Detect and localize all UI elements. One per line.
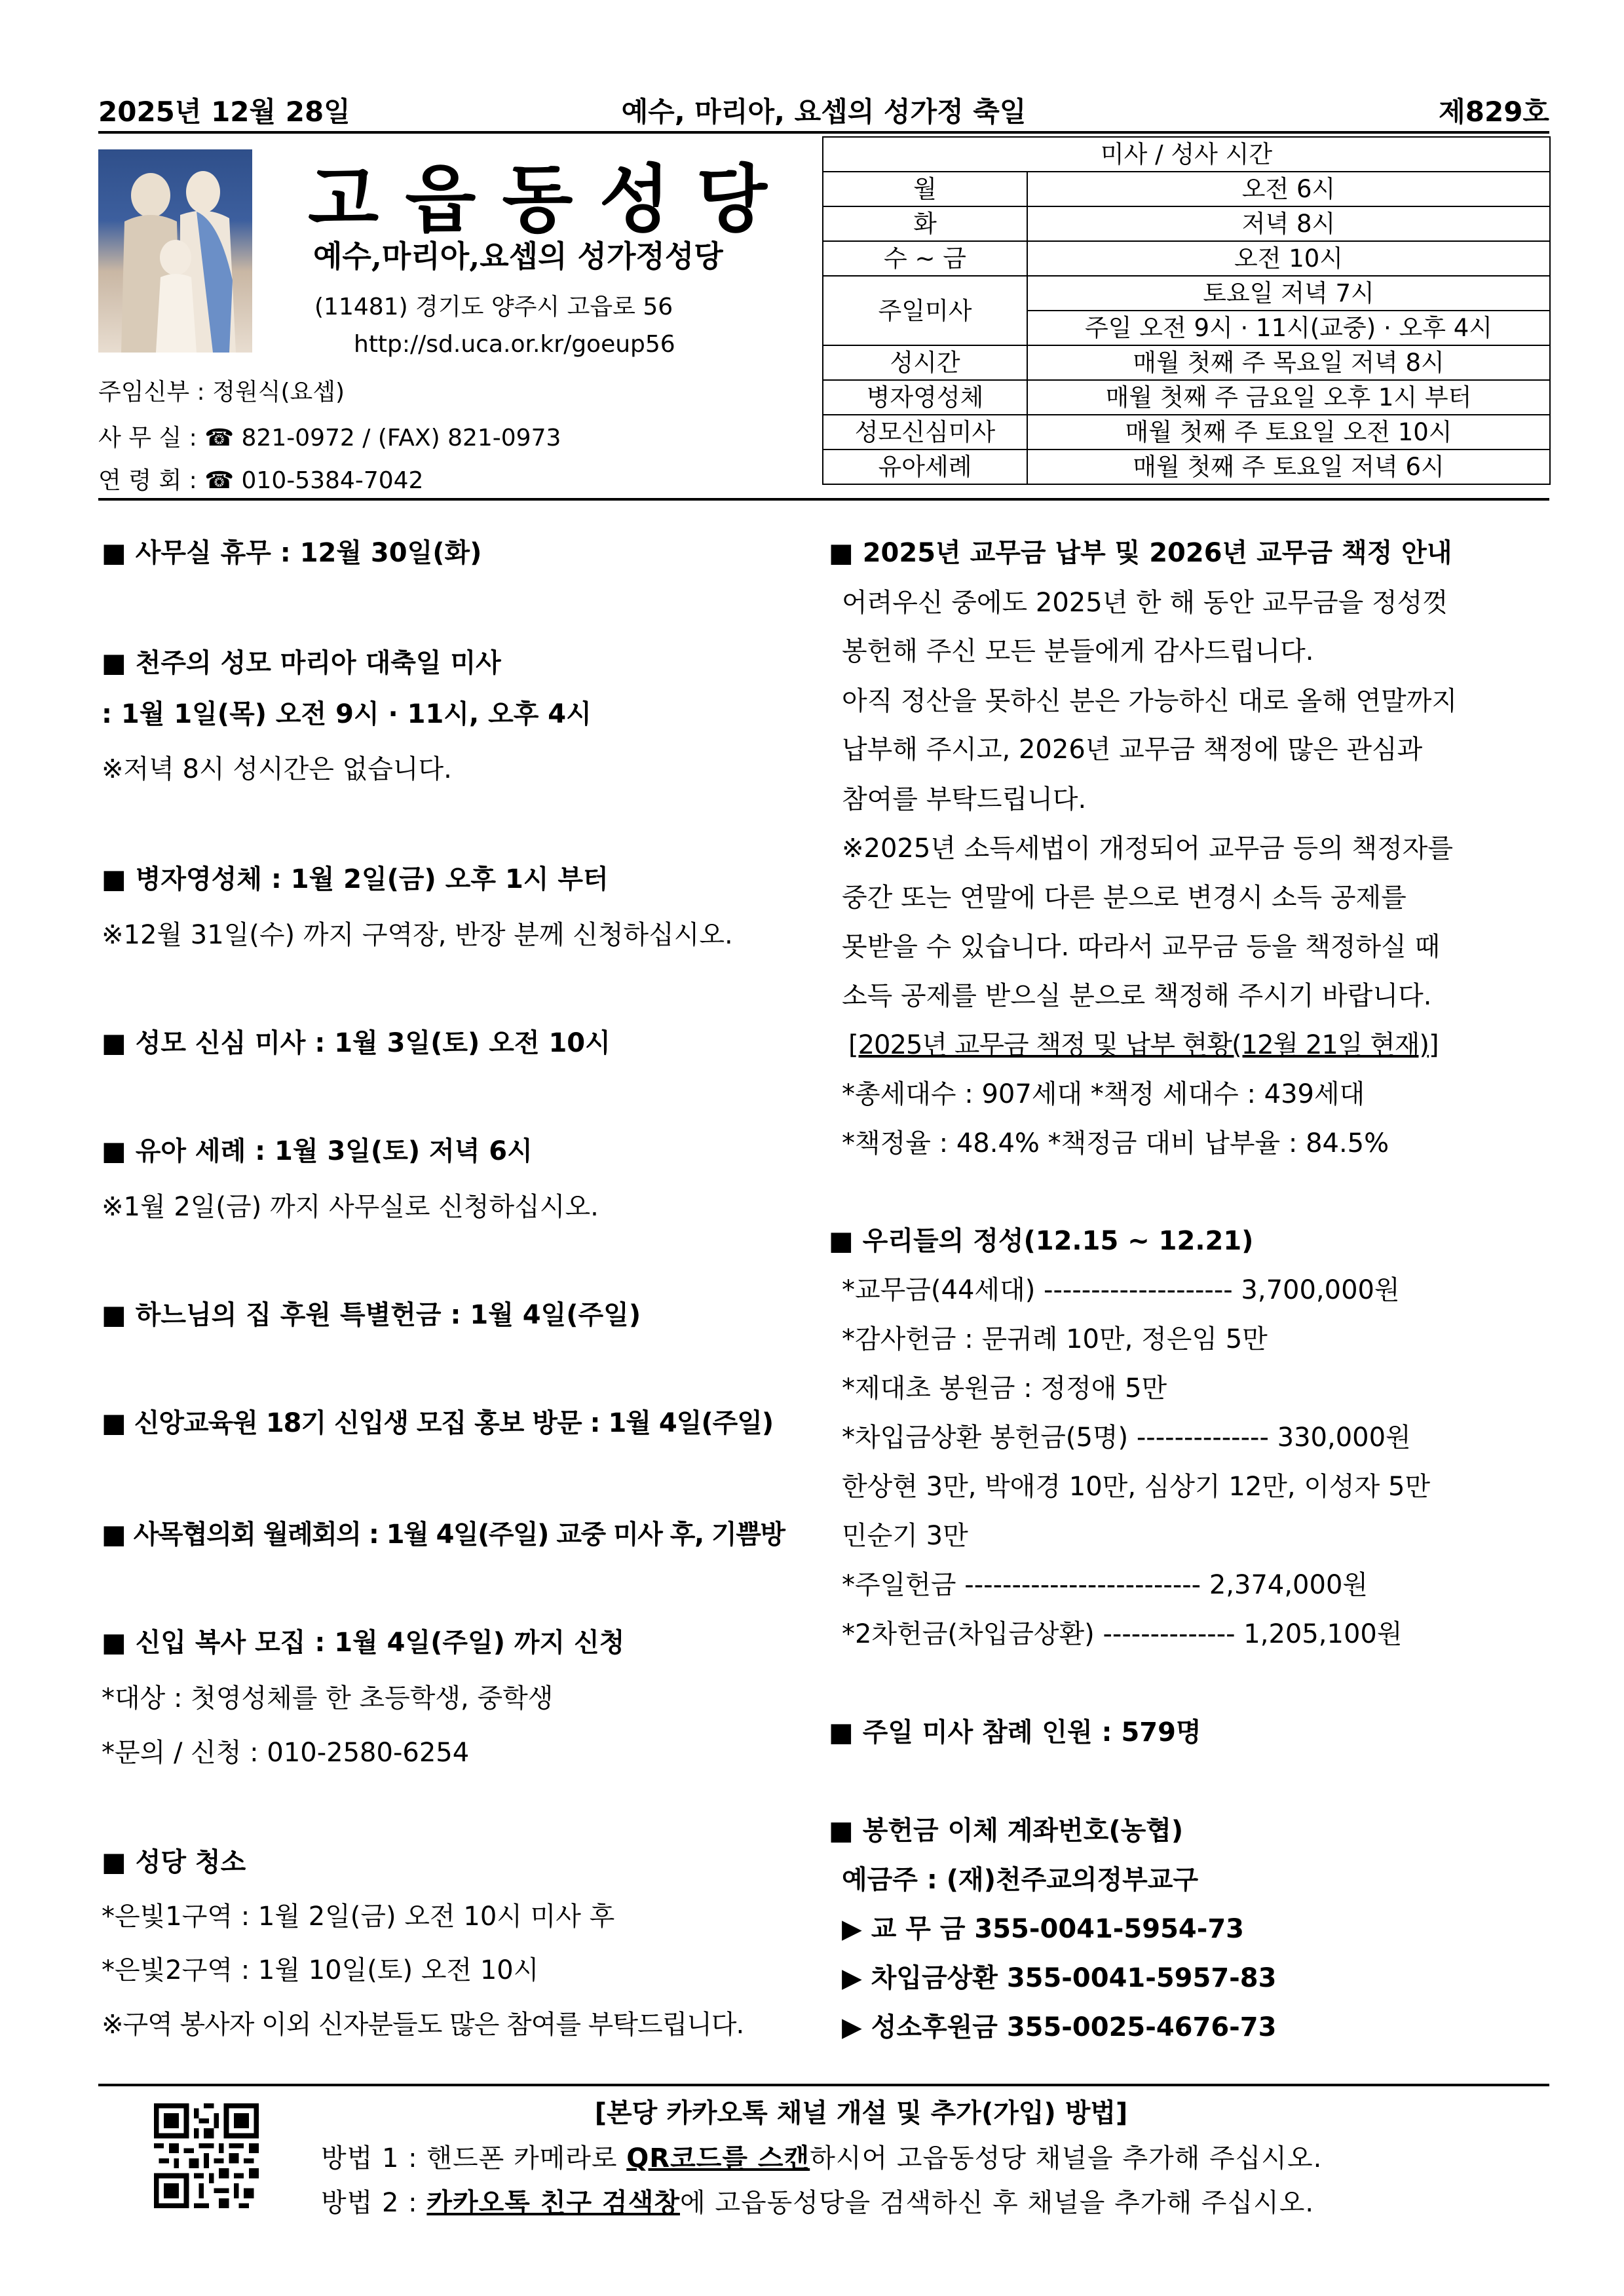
account-vocation: ▶ 성소후원금 355-0025-4676-73: [842, 2012, 1277, 2042]
offering-item: *2차헌금(차입금상환) -------------- 1,205,100원: [842, 1619, 1403, 1649]
tithe-tax-note: 소득 공제를 받으실 분으로 책정해 주시기 바랍니다.: [842, 981, 1432, 1011]
tithe-status-heading: [2025년 교무금 책정 및 납부 현황(12월 21일 현재)]: [848, 1030, 1439, 1060]
notice-education-visit: ■ 신앙교육원 18기 신입생 모집 홍보 방문 : 1월 4일(주일): [102, 1408, 774, 1438]
tithe-text: 아직 정산을 못하신 분은 가능하신 대로 올해 연말까지: [842, 686, 1458, 716]
mass-schedule-table: [822, 136, 1551, 485]
schedule-time: 매월 첫째 주 목요일 저녁 8시: [1027, 345, 1550, 380]
method1-text: 방법 1 : 핸드폰 카메라로: [321, 2143, 627, 2173]
offering-item: *제대초 봉원금 : 정정애 5만: [842, 1373, 1167, 1404]
notice-cleaning: ■ 성당 청소: [102, 1847, 246, 1877]
schedule-time: 매월 첫째 주 토요일 오전 10시: [1027, 415, 1550, 450]
notice-sick-communion-note: ※12월 31일(수) 까지 구역장, 반장 분께 신청하십시오.: [102, 920, 733, 950]
offering-item: *교무금(44세대) -------------------- 3,700,000원: [842, 1275, 1400, 1305]
method2-text: 방법 2 :: [321, 2188, 427, 2218]
tithe-text: 어려우신 중에도 2025년 한 해 동안 교무금을 정성껏: [842, 588, 1448, 618]
pastor-line: 주임신부 : 정원식(요셉): [98, 379, 345, 406]
notice-office-closed: ■ 사무실 휴무 : 12월 30일(화): [102, 538, 482, 568]
schedule-time: 오전 6시: [1027, 172, 1550, 206]
notice-solemnity-times: : 1월 1일(목) 오전 9시 · 11시, 오후 4시: [102, 699, 592, 729]
kakao-method-2: [321, 2182, 1314, 2219]
schedule-day: 병자영성체: [823, 380, 1027, 415]
tithe-households: *총세대수 : 907세대 *책정 세대수 : 439세대: [842, 1079, 1365, 1109]
offering-donors: 한상현 3만, 박애경 10만, 심상기 12만, 이성자 5만: [842, 1472, 1431, 1502]
table-row: [823, 450, 1550, 484]
offering-item: *감사헌금 : 문귀례 10만, 정은임 5만: [842, 1324, 1268, 1354]
schedule-time: 매월 첫째 주 토요일 저녁 6시: [1027, 450, 1550, 484]
account-loan: ▶ 차입금상환 355-0041-5957-83: [842, 1963, 1277, 1993]
notice-special-offering: ■ 하느님의 집 후원 특별헌금 : 1월 4일(주일): [102, 1300, 641, 1330]
notice-marian-mass: ■ 성모 신심 미사 : 1월 3일(토) 오전 10시: [102, 1028, 611, 1058]
schedule-time: 매월 첫째 주 금요일 오후 1시 부터: [1027, 380, 1550, 415]
notice-cleaning-zone1: *은빛1구역 : 1월 2일(금) 오전 10시 미사 후: [102, 1902, 615, 1932]
tithe-tax-note: 못받을 수 있습니다. 따라서 교무금 등을 책정하실 때: [842, 932, 1441, 962]
bank-account-title: ■ 봉헌금 이체 계좌번호(농협): [829, 1816, 1184, 1846]
account-holder: 예금주 : (재)천주교의정부교구: [842, 1865, 1199, 1895]
offerings-title: ■ 우리들의 정성(12.15 ~ 12.21): [829, 1226, 1254, 1256]
tithe-tax-note: 중간 또는 연말에 다른 분으로 변경시 소득 공제를: [842, 883, 1407, 913]
parish-url[interactable]: http://sd.uca.or.kr/goeup56: [354, 331, 675, 358]
table-row: [823, 241, 1550, 276]
schedule-time: 주일 오전 9시 · 11시(교중) · 오후 4시: [1027, 311, 1550, 345]
tithe-tax-note: ※2025년 소득세법이 개정되어 교무금 등의 책정자를: [842, 833, 1454, 864]
notice-sick-communion: ■ 병자영성체 : 1월 2일(금) 오후 1시 부터: [102, 864, 609, 894]
notice-cleaning-zone2: *은빛2구역 : 1월 10일(토) 오전 10시: [102, 1955, 539, 1985]
notice-council-meeting: ■ 사목협의회 월례회의 : 1월 4일(주일) 교중 미사 후, 기쁨방: [102, 1520, 785, 1550]
schedule-time: 저녁 8시: [1027, 206, 1550, 241]
schedule-day: 유아세례: [823, 450, 1027, 484]
parish-name: 고읍동성당: [308, 157, 793, 242]
tithe-text: 봉헌해 주신 모든 분들에게 감사드립니다.: [842, 636, 1314, 666]
schedule-day: 주일미사: [823, 276, 1027, 345]
kakao-channel-title: [본당 카카오톡 채널 개설 및 추가(가입) 방법]: [594, 2098, 1128, 2128]
schedule-day: 월: [823, 172, 1027, 206]
office-line: 사 무 실 : ☎ 821-0972 / (FAX) 821-0973: [98, 425, 561, 451]
parish-address: (11481) 경기도 양주시 고읍로 56: [314, 294, 673, 320]
notice-altar-server-target: *대상 : 첫영성체를 한 초등학생, 중학생: [102, 1683, 554, 1713]
schedule-time: 오전 10시: [1027, 241, 1550, 276]
notice-altar-server-contact: *문의 / 신청 : 010-2580-6254: [102, 1738, 470, 1768]
notice-solemnity-title: ■ 천주의 성모 마리아 대축일 미사: [102, 648, 501, 678]
schedule-day: 성시간: [823, 345, 1027, 380]
header-bar: [98, 85, 1549, 134]
attendance-count: ■ 주일 미사 참례 인원 : 579명: [829, 1717, 1201, 1748]
schedule-title: 미사 / 성사 시간: [823, 137, 1550, 172]
tithe-notice-title: ■ 2025년 교무금 납부 및 2026년 교무금 책정 안내: [829, 538, 1452, 568]
account-tithe: ▶ 교 무 금 355-0041-5954-73: [842, 1914, 1245, 1944]
table-row: [823, 172, 1550, 206]
offering-item: *차입금상환 봉헌금(5명) -------------- 330,000원: [842, 1423, 1411, 1453]
footer-divider: [98, 2084, 1549, 2086]
offering-donors: 민순기 3만: [842, 1521, 968, 1551]
method1-highlight: QR코드를 스캔: [626, 2143, 810, 2173]
notice-altar-server: ■ 신입 복사 모집 : 1월 4일(주일) 까지 신청: [102, 1628, 625, 1658]
tithe-text: 참여를 부탁드립니다.: [842, 784, 1087, 814]
tithe-text: 납부해 주시고, 2026년 교무금 책정에 많은 관심과: [842, 735, 1423, 765]
notice-cleaning-note: ※구역 봉사자 이외 신자분들도 많은 참여를 부탁드립니다.: [102, 2010, 744, 2040]
schedule-day: 수 ~ 금: [823, 241, 1027, 276]
feast-title: 예수, 마리아, 요셉의 성가정 축일: [621, 96, 1027, 128]
method1-text-end: 하시어 고읍동성당 채널을 추가해 주십시오.: [810, 2143, 1323, 2173]
notice-infant-baptism-note: ※1월 2일(금) 까지 사무실로 신청하십시오.: [102, 1192, 599, 1222]
table-row: [823, 380, 1550, 415]
parish-subtitle: 예수,마리아,요셉의 성가정성당: [313, 239, 723, 274]
schedule-day: 화: [823, 206, 1027, 241]
holy-family-photo: [98, 149, 252, 353]
schedule-time: 토요일 저녁 7시: [1027, 276, 1550, 311]
schedule-day: 성모신심미사: [823, 415, 1027, 450]
section-divider: [98, 498, 1549, 501]
table-row: [823, 206, 1550, 241]
method2-text-end: 에 고읍동성당을 검색하신 후 채널을 추가해 주십시오.: [679, 2188, 1315, 2218]
kakao-method-1: [321, 2137, 1322, 2175]
association-line: 연 령 회 : ☎ 010-5384-7042: [98, 467, 424, 494]
tithe-rates: *책정율 : 48.4% *책정금 대비 납부율 : 84.5%: [842, 1128, 1389, 1158]
table-row: [823, 276, 1550, 311]
table-row: [823, 345, 1550, 380]
notice-infant-baptism: ■ 유아 세례 : 1월 3일(토) 저녁 6시: [102, 1136, 533, 1166]
issue-number: 제829호: [1439, 96, 1549, 128]
offering-item: *주일헌금 ------------------------- 2,374,000원: [842, 1570, 1369, 1600]
bulletin-date: 2025년 12월 28일: [98, 96, 350, 128]
method2-highlight: 카카오톡 친구 검색창: [426, 2188, 680, 2218]
notice-solemnity-note: ※저녁 8시 성시간은 없습니다.: [102, 754, 452, 784]
table-row: [823, 415, 1550, 450]
